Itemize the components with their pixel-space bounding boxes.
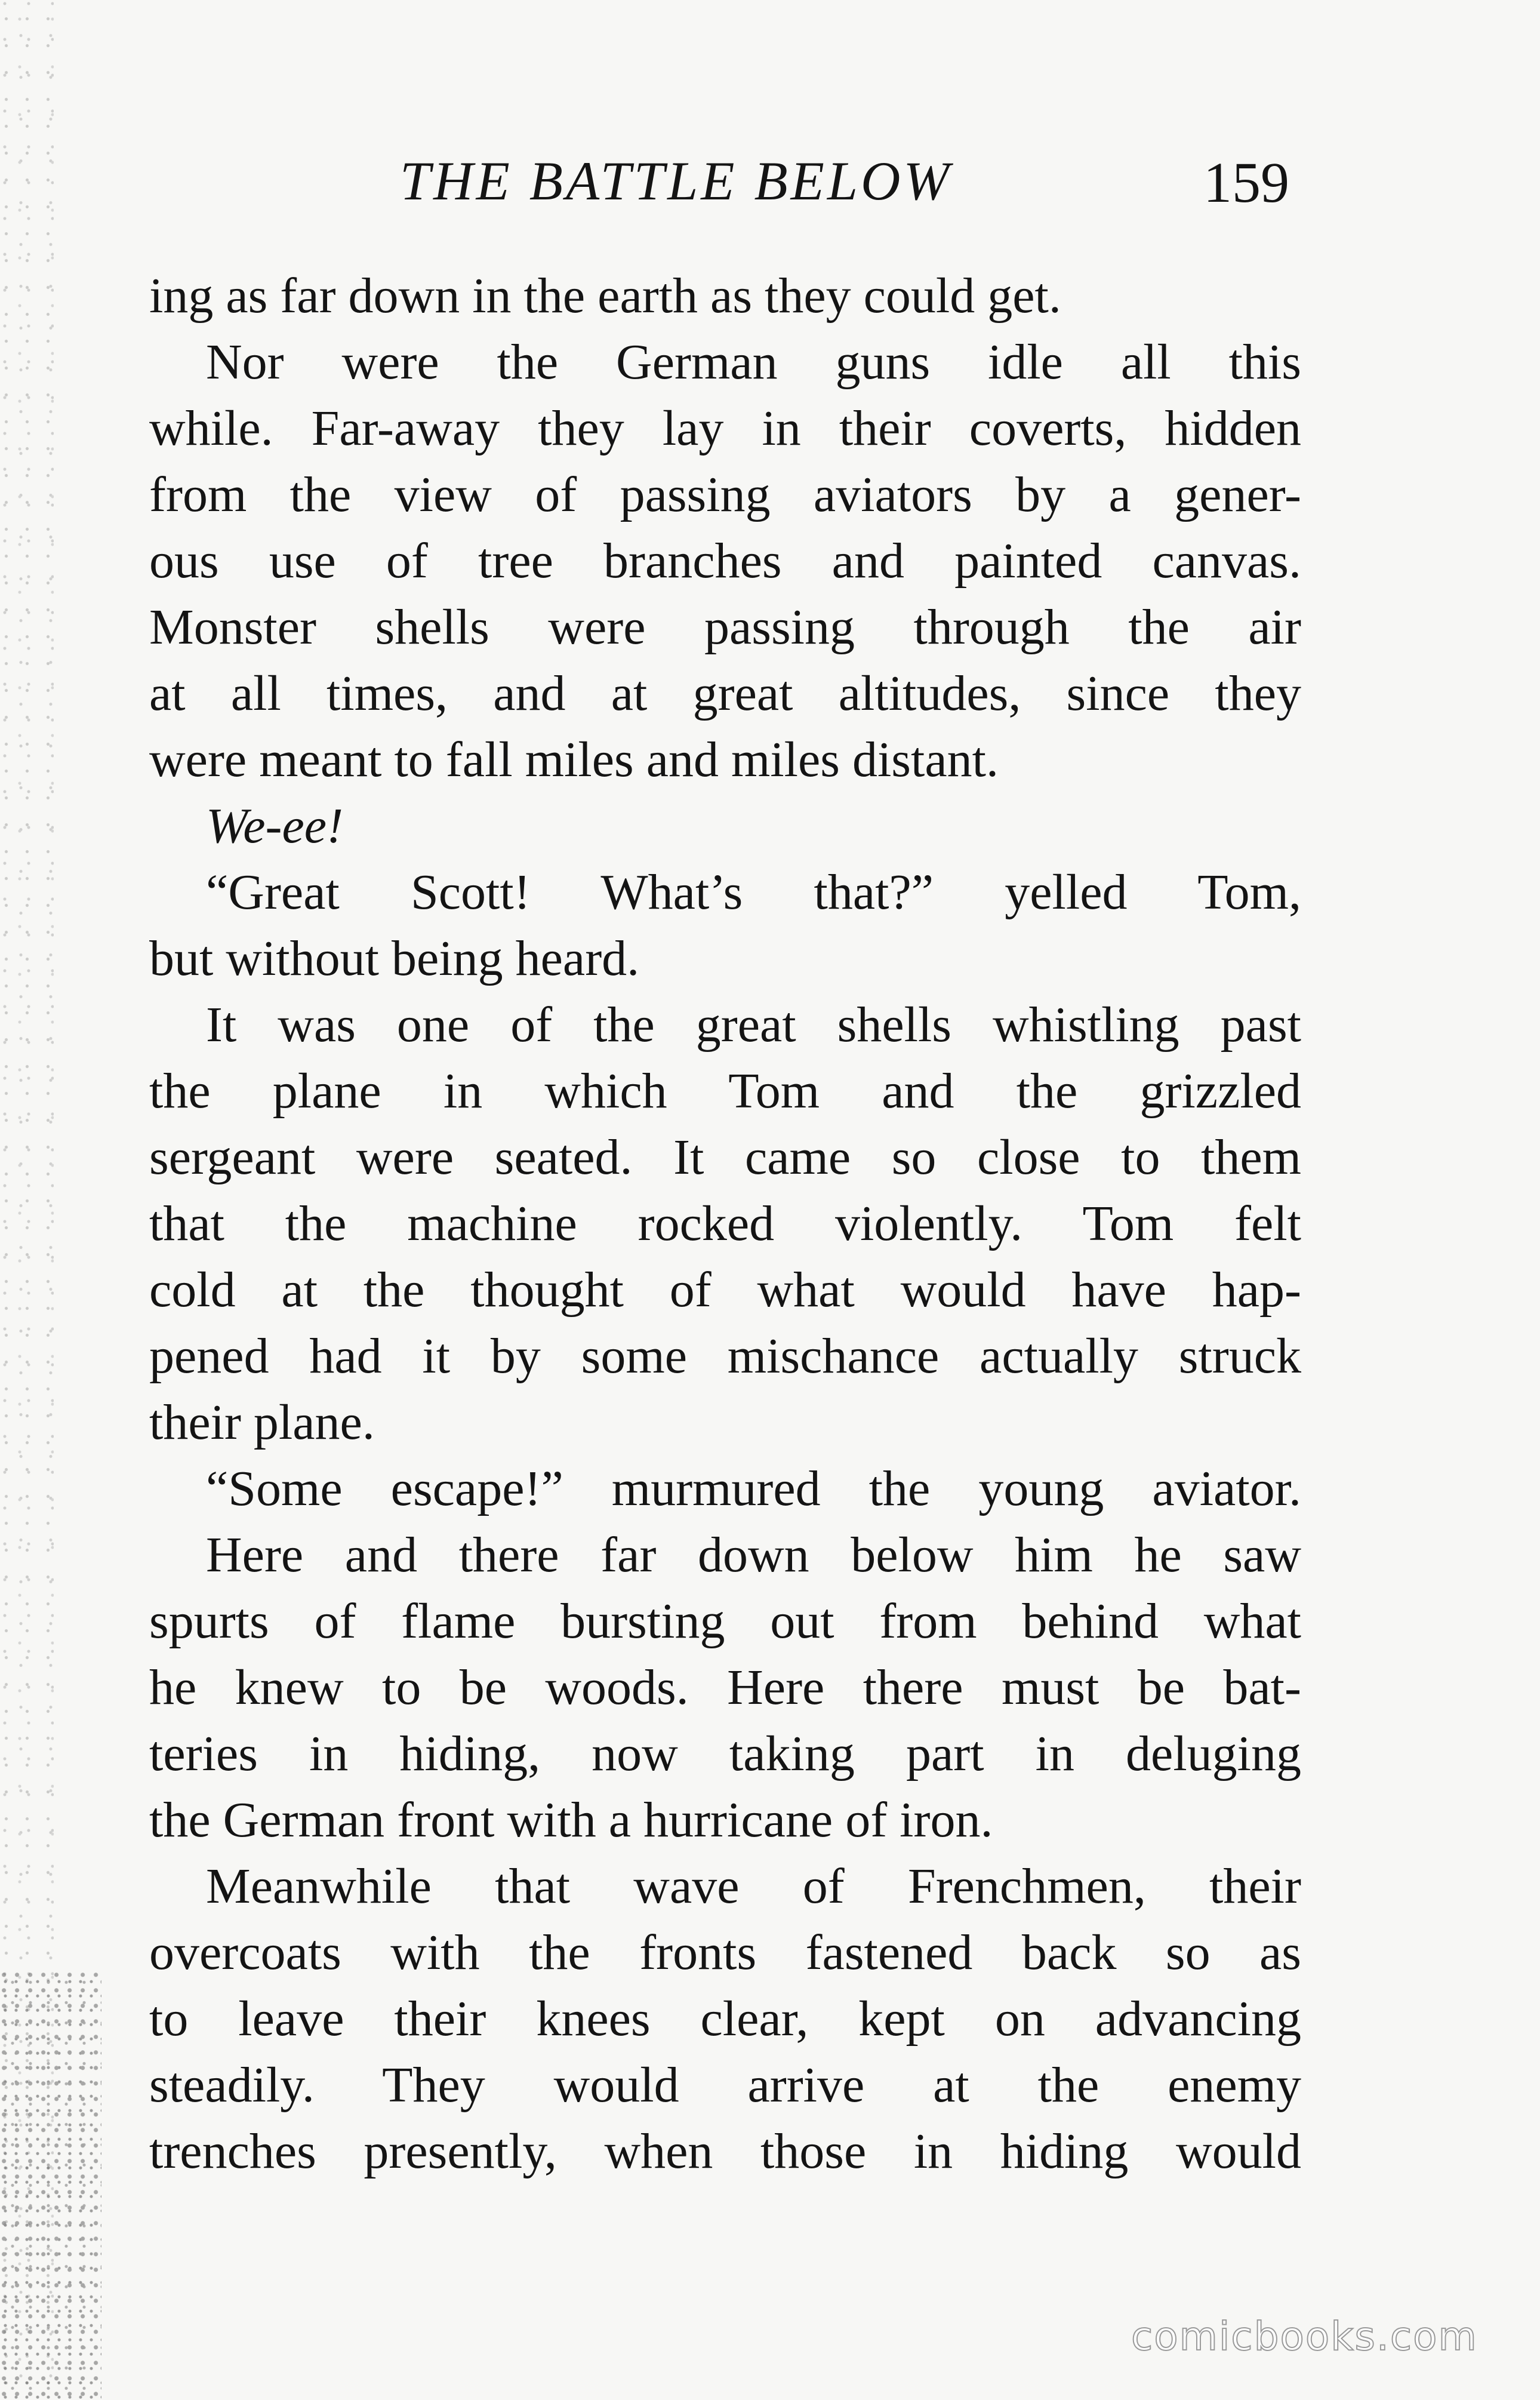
text-line: sergeant were seated. It came so close to them xyxy=(149,1130,1301,1185)
text-line: cold at the thought of what would have hap- xyxy=(149,1262,1301,1318)
body-text xyxy=(149,263,1301,2184)
text-line: Monster shells were passing through the air xyxy=(149,599,1301,655)
text-line: teries in hiding, now taking part in deluging xyxy=(149,1726,1301,1781)
running-head xyxy=(149,137,1301,221)
text-line: the plane in which Tom and the grizzled xyxy=(149,1063,1301,1119)
text-line: from the view of passing aviators by a gener- xyxy=(149,467,1301,522)
text-line: ing as far down in the earth as they could get. xyxy=(149,268,1061,324)
text-line: were meant to fall miles and miles distant. xyxy=(149,732,999,787)
text-line: “Some escape!” murmured the young aviator. xyxy=(206,1461,1301,1516)
text-line: It was one of the great shells whistling past xyxy=(206,997,1301,1053)
text-line: pened had it by some mischance actually struck xyxy=(149,1328,1301,1384)
text-line: Here and there far down below him he saw xyxy=(206,1527,1301,1583)
text-line: while. Far-away they lay in their coverts, hidden xyxy=(149,401,1301,456)
text-line: steadily. They would arrive at the enemy xyxy=(149,2057,1301,2113)
text-line: We-ee! xyxy=(206,798,344,854)
text-line: the German front with a hurricane of iron. xyxy=(149,1792,993,1848)
text-line: at all times, and at great altitudes, since they xyxy=(149,666,1301,721)
text-line: their plane. xyxy=(149,1395,375,1450)
text-line: but without being heard. xyxy=(149,931,640,986)
text-line: “Great Scott! What’s that?” yelled Tom, xyxy=(206,864,1301,920)
scan-corner-speckle xyxy=(0,1970,101,2400)
text-line: Nor were the German guns idle all this xyxy=(206,334,1301,390)
text-line: to leave their knees clear, kept on advancing xyxy=(149,1991,1301,2047)
page-number: 159 xyxy=(1203,150,1289,214)
watermark: comicbooks.com xyxy=(1131,2313,1478,2359)
text-line: overcoats with the fronts fastened back so as xyxy=(149,1925,1301,1980)
running-title: THE BATTLE BELOW xyxy=(400,150,953,211)
text-line: trenches presently, when those in hiding would xyxy=(149,2124,1301,2179)
text-line: spurts of flame bursting out from behind what xyxy=(149,1593,1301,1649)
text-line: he knew to be woods. Here there must be bat- xyxy=(149,1660,1301,1715)
text-line: Meanwhile that wave of Frenchmen, their xyxy=(206,1859,1301,1914)
text-line: ous use of tree branches and painted canvas. xyxy=(149,533,1301,589)
text-line: that the machine rocked violently. Tom felt xyxy=(149,1196,1301,1251)
